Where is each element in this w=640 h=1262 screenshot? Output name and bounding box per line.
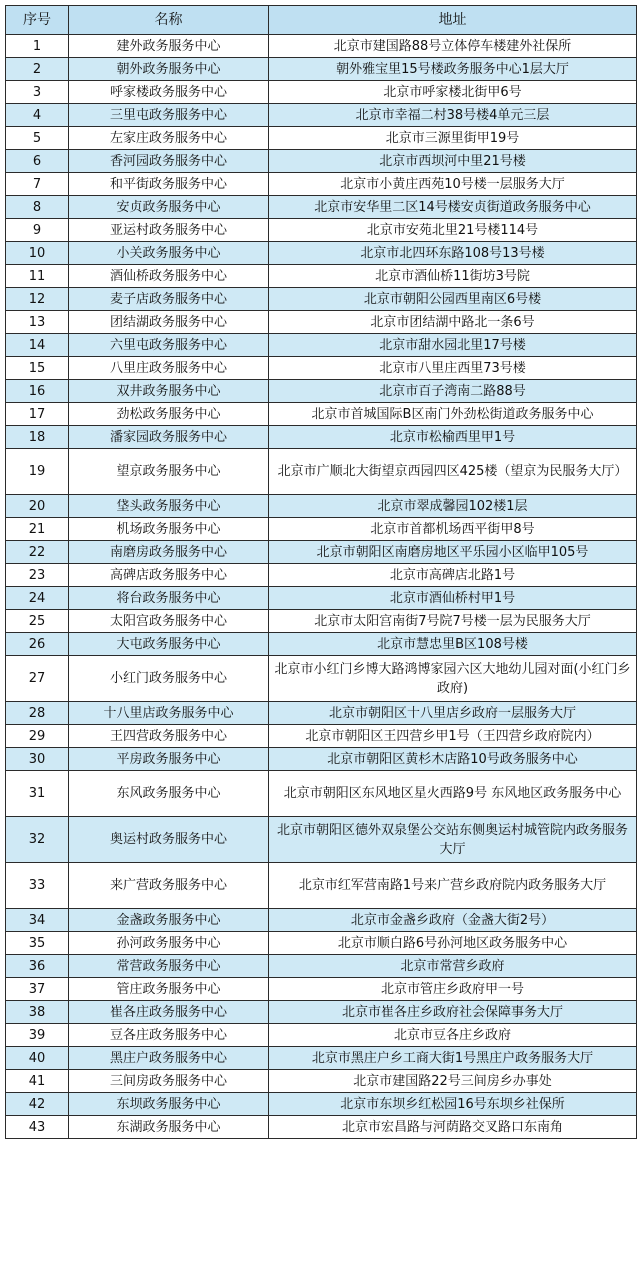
center-address: 北京市安苑北里21号楼114号 bbox=[269, 219, 637, 242]
table-row bbox=[6, 702, 637, 725]
row-number: 11 bbox=[6, 265, 69, 288]
table-row bbox=[6, 1093, 637, 1116]
table-row bbox=[6, 311, 637, 334]
center-address: 北京市建国路22号三间房乡办事处 bbox=[269, 1070, 637, 1093]
row-number: 37 bbox=[6, 978, 69, 1001]
row-number: 15 bbox=[6, 357, 69, 380]
row-number: 19 bbox=[6, 449, 69, 495]
table-row bbox=[6, 771, 637, 817]
row-number: 2 bbox=[6, 58, 69, 81]
center-name: 建外政务服务中心 bbox=[69, 35, 269, 58]
table-body bbox=[6, 35, 637, 1139]
center-name: 团结湖政务服务中心 bbox=[69, 311, 269, 334]
center-address: 北京市酒仙桥11街坊3号院 bbox=[269, 265, 637, 288]
row-number: 3 bbox=[6, 81, 69, 104]
center-name: 崔各庄政务服务中心 bbox=[69, 1001, 269, 1024]
center-name: 安贞政务服务中心 bbox=[69, 196, 269, 219]
center-name: 朝外政务服务中心 bbox=[69, 58, 269, 81]
center-address: 北京市呼家楼北街甲6号 bbox=[269, 81, 637, 104]
center-address: 北京市广顺北大街望京西园四区425楼（望京为民服务大厅） bbox=[269, 449, 637, 495]
row-number: 36 bbox=[6, 955, 69, 978]
row-number: 10 bbox=[6, 242, 69, 265]
center-name: 呼家楼政务服务中心 bbox=[69, 81, 269, 104]
center-name: 太阳宫政务服务中心 bbox=[69, 610, 269, 633]
row-number: 23 bbox=[6, 564, 69, 587]
row-number: 6 bbox=[6, 150, 69, 173]
center-address: 北京市朝阳区南磨房地区平乐园小区临甲105号 bbox=[269, 541, 637, 564]
row-number: 21 bbox=[6, 518, 69, 541]
row-number: 17 bbox=[6, 403, 69, 426]
center-name: 酒仙桥政务服务中心 bbox=[69, 265, 269, 288]
center-address: 北京市红军营南路1号来广营乡政府院内政务服务大厅 bbox=[269, 863, 637, 909]
row-number: 4 bbox=[6, 104, 69, 127]
table-header-row bbox=[6, 6, 637, 35]
center-name: 左家庄政务服务中心 bbox=[69, 127, 269, 150]
center-name: 劲松政务服务中心 bbox=[69, 403, 269, 426]
center-address: 北京市太阳宫南街7号院7号楼一层为民服务大厅 bbox=[269, 610, 637, 633]
table-row bbox=[6, 426, 637, 449]
row-number: 14 bbox=[6, 334, 69, 357]
center-name: 香河园政务服务中心 bbox=[69, 150, 269, 173]
center-address: 北京市豆各庄乡政府 bbox=[269, 1024, 637, 1047]
center-name: 小红门政务服务中心 bbox=[69, 656, 269, 702]
center-name: 望京政务服务中心 bbox=[69, 449, 269, 495]
row-number: 18 bbox=[6, 426, 69, 449]
table-row bbox=[6, 242, 637, 265]
header-name: 名称 bbox=[69, 6, 269, 35]
center-address: 北京市朝阳区黄杉木店路10号政务服务中心 bbox=[269, 748, 637, 771]
row-number: 5 bbox=[6, 127, 69, 150]
center-address: 北京市东坝乡红松园16号东坝乡社保所 bbox=[269, 1093, 637, 1116]
center-address: 北京市北四环东路108号13号楼 bbox=[269, 242, 637, 265]
center-address: 北京市酒仙桥村甲1号 bbox=[269, 587, 637, 610]
center-name: 豆各庄政务服务中心 bbox=[69, 1024, 269, 1047]
table-row bbox=[6, 265, 637, 288]
center-name: 东坝政务服务中心 bbox=[69, 1093, 269, 1116]
table-row bbox=[6, 334, 637, 357]
table-row bbox=[6, 610, 637, 633]
center-name: 平房政务服务中心 bbox=[69, 748, 269, 771]
center-name: 双井政务服务中心 bbox=[69, 380, 269, 403]
center-name: 机场政务服务中心 bbox=[69, 518, 269, 541]
table-row bbox=[6, 495, 637, 518]
center-name: 王四营政务服务中心 bbox=[69, 725, 269, 748]
row-number: 42 bbox=[6, 1093, 69, 1116]
row-number: 9 bbox=[6, 219, 69, 242]
center-address: 北京市黑庄户乡工商大街1号黑庄户政务服务大厅 bbox=[269, 1047, 637, 1070]
table-row bbox=[6, 104, 637, 127]
table-row bbox=[6, 173, 637, 196]
table-row bbox=[6, 932, 637, 955]
center-address: 北京市朝阳区王四营乡甲1号（王四营乡政府院内） bbox=[269, 725, 637, 748]
table-row bbox=[6, 518, 637, 541]
row-number: 13 bbox=[6, 311, 69, 334]
center-address: 北京市高碑店北路1号 bbox=[269, 564, 637, 587]
table-row bbox=[6, 955, 637, 978]
row-number: 40 bbox=[6, 1047, 69, 1070]
row-number: 12 bbox=[6, 288, 69, 311]
table-row bbox=[6, 357, 637, 380]
table-row bbox=[6, 380, 637, 403]
table-row bbox=[6, 909, 637, 932]
table-row bbox=[6, 449, 637, 495]
row-number: 43 bbox=[6, 1116, 69, 1139]
center-address: 北京市宏昌路与河荫路交叉路口东南角 bbox=[269, 1116, 637, 1139]
table-row bbox=[6, 1070, 637, 1093]
center-name: 亚运村政务服务中心 bbox=[69, 219, 269, 242]
center-name: 东风政务服务中心 bbox=[69, 771, 269, 817]
center-address: 北京市百子湾南二路88号 bbox=[269, 380, 637, 403]
row-number: 29 bbox=[6, 725, 69, 748]
center-address: 北京市常营乡政府 bbox=[269, 955, 637, 978]
center-name: 和平街政务服务中心 bbox=[69, 173, 269, 196]
header-address: 地址 bbox=[269, 6, 637, 35]
header-no: 序号 bbox=[6, 6, 69, 35]
row-number: 25 bbox=[6, 610, 69, 633]
center-address: 北京市首都机场西平街甲8号 bbox=[269, 518, 637, 541]
table-row bbox=[6, 748, 637, 771]
center-name: 三里屯政务服务中心 bbox=[69, 104, 269, 127]
table-row bbox=[6, 978, 637, 1001]
table-row bbox=[6, 403, 637, 426]
center-address: 北京市崔各庄乡政府社会保障事务大厅 bbox=[269, 1001, 637, 1024]
center-name: 金盏政务服务中心 bbox=[69, 909, 269, 932]
table-row bbox=[6, 587, 637, 610]
table-row bbox=[6, 150, 637, 173]
center-address: 北京市幸福二村38号楼4单元三层 bbox=[269, 104, 637, 127]
center-address: 北京市朝阳区德外双泉堡公交站东侧奥运村城管院内政务服务大厅 bbox=[269, 817, 637, 863]
row-number: 35 bbox=[6, 932, 69, 955]
center-name: 常营政务服务中心 bbox=[69, 955, 269, 978]
center-address: 北京市小红门乡博大路鸿博家园六区大地幼儿园对面(小红门乡政府) bbox=[269, 656, 637, 702]
service-center-table bbox=[5, 5, 637, 1139]
center-name: 大屯政务服务中心 bbox=[69, 633, 269, 656]
center-address: 北京市慧忠里B区108号楼 bbox=[269, 633, 637, 656]
center-name: 三间房政务服务中心 bbox=[69, 1070, 269, 1093]
center-name: 高碑店政务服务中心 bbox=[69, 564, 269, 587]
table-row bbox=[6, 725, 637, 748]
row-number: 28 bbox=[6, 702, 69, 725]
row-number: 27 bbox=[6, 656, 69, 702]
center-name: 管庄政务服务中心 bbox=[69, 978, 269, 1001]
center-name: 垡头政务服务中心 bbox=[69, 495, 269, 518]
center-address: 北京市三源里街甲19号 bbox=[269, 127, 637, 150]
table-row bbox=[6, 288, 637, 311]
table-row bbox=[6, 564, 637, 587]
table-row bbox=[6, 656, 637, 702]
table-row bbox=[6, 1024, 637, 1047]
table-row bbox=[6, 633, 637, 656]
center-address: 北京市安华里二区14号楼安贞街道政务服务中心 bbox=[269, 196, 637, 219]
center-address: 北京市顺白路6号孙河地区政务服务中心 bbox=[269, 932, 637, 955]
table-row bbox=[6, 58, 637, 81]
center-name: 六里屯政务服务中心 bbox=[69, 334, 269, 357]
center-name: 东湖政务服务中心 bbox=[69, 1116, 269, 1139]
center-address: 北京市甜水园北里17号楼 bbox=[269, 334, 637, 357]
row-number: 16 bbox=[6, 380, 69, 403]
center-name: 来广营政务服务中心 bbox=[69, 863, 269, 909]
row-number: 34 bbox=[6, 909, 69, 932]
center-name: 十八里店政务服务中心 bbox=[69, 702, 269, 725]
row-number: 32 bbox=[6, 817, 69, 863]
table-row bbox=[6, 1047, 637, 1070]
table-row bbox=[6, 1116, 637, 1139]
row-number: 20 bbox=[6, 495, 69, 518]
row-number: 39 bbox=[6, 1024, 69, 1047]
center-name: 潘家园政务服务中心 bbox=[69, 426, 269, 449]
center-address: 北京市首城国际B区南门外劲松街道政务服务中心 bbox=[269, 403, 637, 426]
center-name: 小关政务服务中心 bbox=[69, 242, 269, 265]
center-name: 南磨房政务服务中心 bbox=[69, 541, 269, 564]
center-name: 孙河政务服务中心 bbox=[69, 932, 269, 955]
center-address: 朝外雅宝里15号楼政务服务中心1层大厅 bbox=[269, 58, 637, 81]
row-number: 7 bbox=[6, 173, 69, 196]
center-address: 北京市团结湖中路北一条6号 bbox=[269, 311, 637, 334]
center-name: 黑庄户政务服务中心 bbox=[69, 1047, 269, 1070]
center-name: 将台政务服务中心 bbox=[69, 587, 269, 610]
table-row bbox=[6, 541, 637, 564]
center-address: 北京市建国路88号立体停车楼建外社保所 bbox=[269, 35, 637, 58]
center-name: 麦子店政务服务中心 bbox=[69, 288, 269, 311]
row-number: 1 bbox=[6, 35, 69, 58]
row-number: 33 bbox=[6, 863, 69, 909]
row-number: 41 bbox=[6, 1070, 69, 1093]
center-address: 北京市管庄乡政府甲一号 bbox=[269, 978, 637, 1001]
center-address: 北京市西坝河中里21号楼 bbox=[269, 150, 637, 173]
table-row bbox=[6, 35, 637, 58]
center-address: 北京市金盏乡政府（金盏大街2号） bbox=[269, 909, 637, 932]
table-row bbox=[6, 863, 637, 909]
center-name: 八里庄政务服务中心 bbox=[69, 357, 269, 380]
table-row bbox=[6, 817, 637, 863]
row-number: 38 bbox=[6, 1001, 69, 1024]
center-address: 北京市小黄庄西苑10号楼一层服务大厅 bbox=[269, 173, 637, 196]
row-number: 26 bbox=[6, 633, 69, 656]
center-name: 奥运村政务服务中心 bbox=[69, 817, 269, 863]
row-number: 8 bbox=[6, 196, 69, 219]
row-number: 22 bbox=[6, 541, 69, 564]
center-address: 北京市朝阳公园西里南区6号楼 bbox=[269, 288, 637, 311]
row-number: 31 bbox=[6, 771, 69, 817]
center-address: 北京市翠成馨园102楼1层 bbox=[269, 495, 637, 518]
center-address: 北京市松榆西里甲1号 bbox=[269, 426, 637, 449]
row-number: 30 bbox=[6, 748, 69, 771]
table-row bbox=[6, 127, 637, 150]
table-row bbox=[6, 81, 637, 104]
center-address: 北京市八里庄西里73号楼 bbox=[269, 357, 637, 380]
table-row bbox=[6, 1001, 637, 1024]
table-row bbox=[6, 219, 637, 242]
center-address: 北京市朝阳区十八里店乡政府一层服务大厅 bbox=[269, 702, 637, 725]
table-row bbox=[6, 196, 637, 219]
center-address: 北京市朝阳区东风地区星火西路9号 东风地区政务服务中心 bbox=[269, 771, 637, 817]
row-number: 24 bbox=[6, 587, 69, 610]
